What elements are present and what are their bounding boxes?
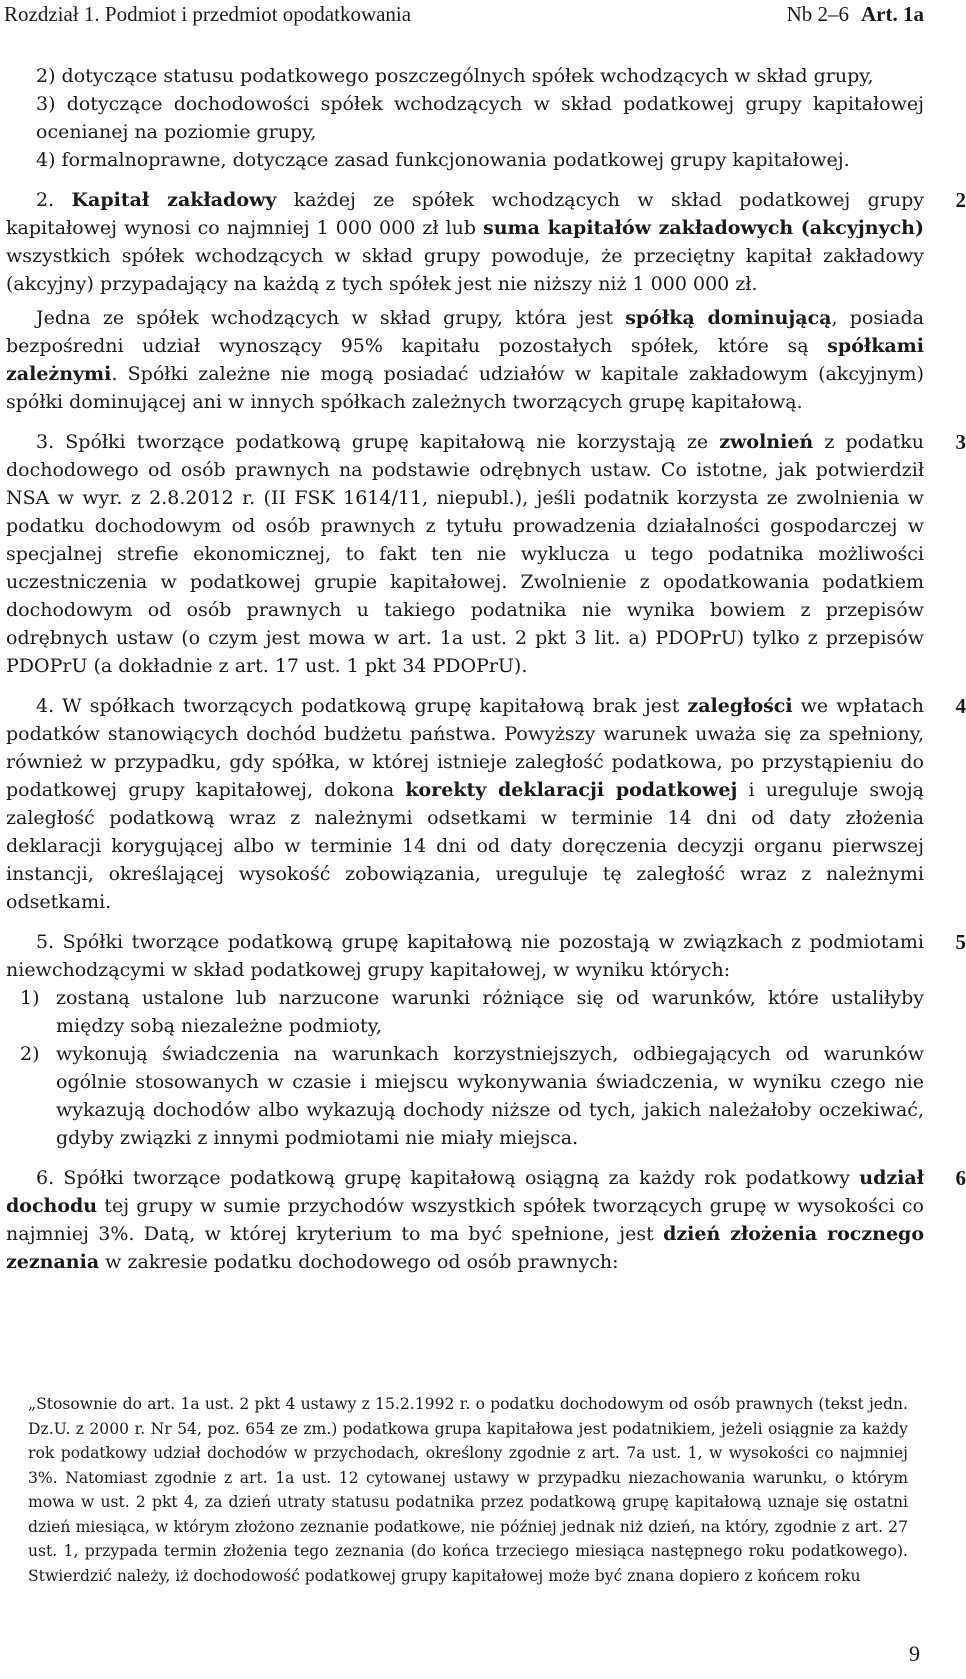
chapter-title: Rozdział 1. Podmiot i przedmiot opodatkowania bbox=[4, 2, 412, 26]
page-number: 9 bbox=[909, 1641, 920, 1666]
bold-term: spółkami zależnymi bbox=[6, 335, 924, 385]
marginal-number: 3 bbox=[955, 430, 966, 454]
block-quote bbox=[28, 1392, 908, 1588]
paragraph-2: 2 2. Kapitał zakładowy każdej ze spółek wchodzących w skład podatkowej grupy kapitałowej wynosi co najmniej 1 000 000 zł lub suma kapitałów zakładowych (akcyjnych) wszystkich spółek wchodzących w skład grupy powoduje, że przeciętny kapitał zakładowy (akcyjny) przypadający na każdą z tych spółek jest nie niższy niż 1 000 000 zł. bbox=[6, 188, 966, 295]
bold-term: zaległości bbox=[687, 695, 793, 717]
marginal-number: 4 bbox=[955, 694, 966, 718]
bold-term: korekty deklaracji podatkowej bbox=[405, 779, 738, 801]
paragraph-5: 5 5. Spółki tworzące podatkową grupę kapitałową nie pozostają w związkach z podmiotami niewchodzącymi w skład podatkowej grupy kapitałowej, w wyniku których: bbox=[6, 930, 966, 981]
marginal-number-range: Nb 2–6 bbox=[786, 2, 850, 26]
marginal-number: 2 bbox=[955, 188, 966, 212]
bold-term: udział dochodu bbox=[6, 1167, 924, 1217]
sub-list bbox=[6, 984, 924, 1152]
list-item: 3) dotyczące dochodowości spółek wchodzących w skład podatkowej grupy kapitałowej ocenianej na poziomie grupy, bbox=[36, 93, 924, 143]
marginal-number: 5 bbox=[955, 930, 966, 954]
paragraph-4: 4 4. W spółkach tworzących podatkową grupę kapitałową brak jest zaległości we wpłatach podatków stanowiących dochód budżetu państwa. Powyższy warunek uważa się za spełniony, również w przypadku, gdy spółka, w której istnieje zaległość podatkowa, po przystąpieniu do podatkowej grupy kapitałowej, dokona korekty deklaracji podatkowej i ureguluje swoją zaległość podatkową wraz z należnymi odsetkami w terminie 14 dni od daty złożenia deklaracji korygującej albo w terminie 14 dni od daty doręczenia decyzji organu pierwszej instancji, określającej wysokość zobowiązania, ureguluje tę zaległość wraz z należnymi odsetkami. bbox=[6, 694, 966, 913]
marginal-number: 6 bbox=[955, 1166, 966, 1190]
list-item: 2) wykonują świadczenia na warunkach korzystniejszych, odbiegających od warunków ogólnie stosowanych w czasie i miejscu wykonywania świadczenia, w wyniku czego nie wykazują dochodów albo wykazują dochody niższe od tych, jakich należałoby oczekiwać, gdyby związki z innymi podmiotami nie miały miejsca. bbox=[20, 1043, 924, 1149]
section-reference bbox=[787, 2, 924, 27]
main-text bbox=[6, 62, 966, 1276]
bold-term: zwolnień bbox=[719, 431, 814, 453]
running-header bbox=[4, 2, 924, 32]
paragraph-2-continued: Jedna ze spółek wchodzących w skład grupy, która jest spółką dominującą, posiada bezpośredni udział wynoszący 95% kapitału pozostałych spółek, które są spółkami zależnymi. Spółki zależne nie mogą posiadać udziałów w kapitale zakładowym (akcyjnym) spółki dominującej ani w innych spółkach zależnych tworzących grupę kapitałową. bbox=[6, 307, 924, 413]
list-item: 1) zostaną ustalone lub narzucone warunki różniące się od warunków, które ustaliłyby między sobą niezależne podmioty, bbox=[20, 987, 924, 1037]
quote-text: „Stosownie do art. 1a ust. 2 pkt 4 ustawy z 15.2.1992 r. o podatku dochodowym od osób prawnych (tekst jedn. Dz.U. z 2000 r. Nr 54, poz. 654 ze zm.) podatkowa grupa kapitałowa jest podatnikiem, jeżeli osiągnie za każdy rok podatkowy udział dochodów w przychodach, określony zgodnie z art. 7a ust. 1, w wysokości co najmniej 3%. Natomiast zgodnie z art. 1a ust. 12 cytowanej ustawy w przypadku niezachowania warunku, o którym mowa w ust. 2 pkt 4, za dzień utraty statusu podatnika przez podatkową grupę kapitałową uznaje się ostatni dzień miesiąca, w którym złożono zeznanie podatkowe, nie później jednak niż dzień, na który, zgodnie z art. 27 ust. 1, przypada termin złożenia tego zeznania (do końca trzeciego miesiąca następnego roku podatkowego). Stwierdzić należy, iż dochodowość podatkowej grupy kapitałowej może być znana dopiero z końcem roku bbox=[28, 1395, 908, 1585]
article-label: Art. 1a bbox=[861, 2, 924, 26]
paragraph-3: 3 3. Spółki tworzące podatkową grupę kapitałową nie korzystają ze zwolnień z podatku dochodowego od osób prawnych na podstawie odrębnych ustaw. Co istotne, jak potwierdził NSA w wyr. z 2.8.2012 r. (II FSK 1614/11, niepubl.), jeśli podatnik korzysta ze zwolnienia w podatku dochodowym od osób prawnych z tytułu prowadzenia działalności gospodarczej w specjalnej strefie ekonomicznej, to fakt ten nie wyklucza u tego podatnika możliwości uczestniczenia w podatkowej grupie kapitałowej. Zwolnienie z opodatkowania podatkiem dochodowym od osób prawnych u takiego podatnika nie wynika bowiem z przepisów odrębnych ustaw (o czym jest mowa w art. 1a ust. 2 pkt 3 lit. a) PDOPrU) tylko z przepisów PDOPrU (a dokładnie z art. 17 ust. 1 pkt 34 PDOPrU). bbox=[6, 430, 966, 677]
bold-term: suma kapitałów zakładowych (akcyjnych) bbox=[483, 217, 924, 239]
list-item: 2) dotyczące statusu podatkowego poszczególnych spółek wchodzących w skład grupy, bbox=[36, 65, 874, 87]
bold-term: spółką dominującą bbox=[625, 307, 832, 329]
bold-term: dzień złożenia rocznego zeznania bbox=[6, 1223, 925, 1273]
list-item: 4) formalnoprawne, dotyczące zasad funkcjonowania podatkowej grupy kapitałowej. bbox=[36, 149, 850, 171]
bold-term: Kapitał zakładowy bbox=[71, 189, 277, 211]
paragraph-6: 6 6. Spółki tworzące podatkową grupę kapitałową osiągną za każdy rok podatkowy udział dochodu tej grupy w sumie przychodów wszystkich spółek tworzących grupę w wysokości co najmniej 3%. Datą, w której kryterium to ma być spełnione, jest dzień złożenia rocznego zeznania w zakresie podatku dochodowego od osób prawnych: bbox=[6, 1166, 966, 1273]
